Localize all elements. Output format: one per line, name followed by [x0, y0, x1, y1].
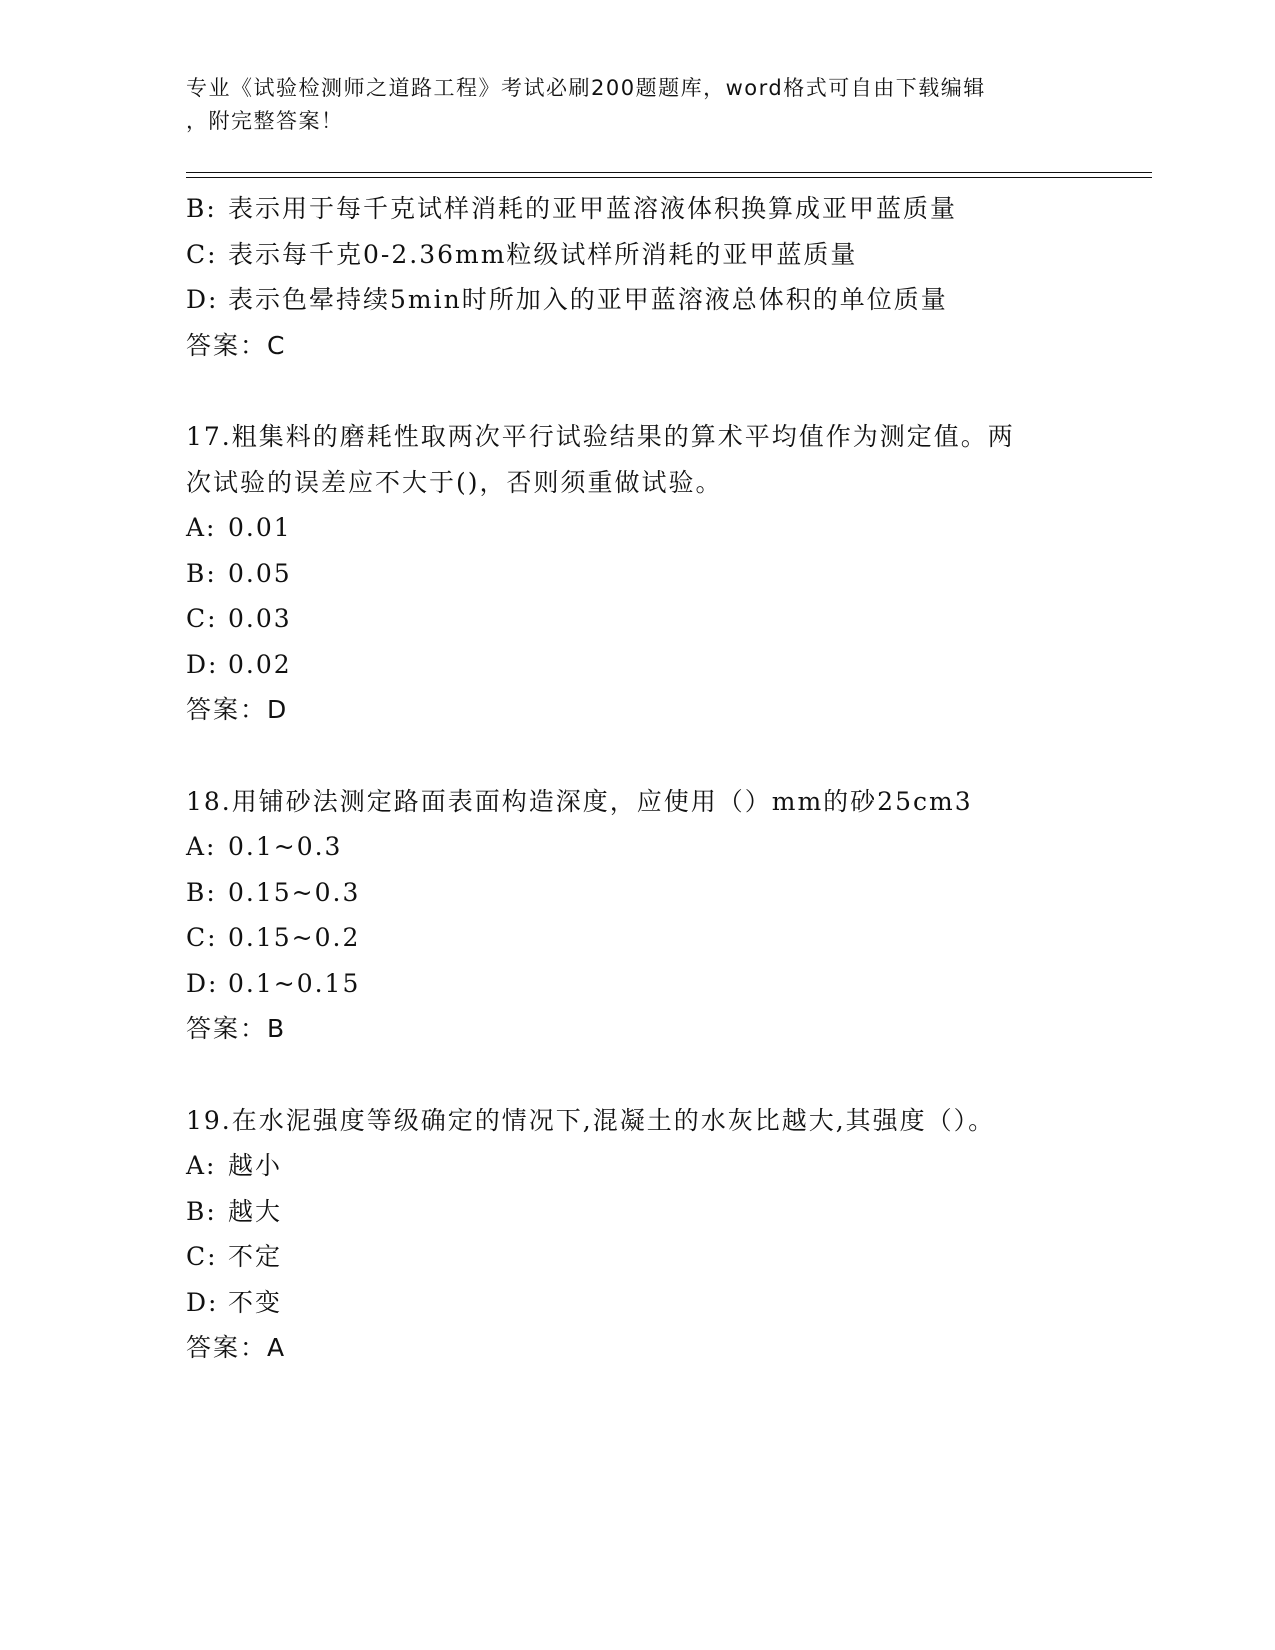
option-text: 0.15~0.2	[228, 923, 361, 952]
option-text: 越小	[228, 1151, 283, 1180]
option-text: 0.05	[228, 558, 292, 588]
option-b	[186, 186, 1106, 232]
question-stem-line-1: 19.在水泥强度等级确定的情况下,混凝土的水灰比越大,其强度（）。	[186, 1105, 996, 1135]
question-16-continued	[186, 186, 1106, 368]
option-a	[186, 824, 1106, 870]
question-stem-line-1: 18.用铺砂法测定路面表面构造深度，应使用（）mm的砂25cm3	[186, 786, 973, 816]
question-list	[186, 186, 1106, 1371]
header-line-2: ，附完整答案！	[186, 109, 344, 133]
option-key: C:	[186, 604, 218, 633]
option-key: B:	[186, 194, 217, 223]
question-stem-line-2: 次试验的误差应不大于()，否则须重做试验。	[186, 467, 723, 497]
option-c	[186, 596, 1106, 642]
spacer	[186, 1052, 1106, 1098]
document-header	[186, 72, 1066, 138]
option-key: D:	[186, 649, 219, 679]
option-b	[186, 870, 1106, 916]
option-text: 0.01	[228, 513, 292, 542]
option-text: 不变	[228, 1287, 283, 1317]
option-text: 表示色晕持续5min时所加入的亚甲蓝溶液总体积的单位质量	[228, 285, 948, 314]
spacer	[186, 368, 1106, 414]
option-text: 表示每千克0-2.36mm粒级试样所消耗的亚甲蓝质量	[228, 239, 858, 269]
option-d	[186, 961, 1106, 1007]
option-b	[186, 551, 1106, 597]
question-19	[186, 1098, 1106, 1371]
option-c	[186, 915, 1106, 961]
option-key: B:	[186, 1196, 217, 1226]
option-key: B:	[186, 877, 217, 907]
option-a	[186, 505, 1106, 551]
header-divider-bottom	[186, 177, 1152, 178]
option-text: 0.03	[228, 604, 292, 633]
header-divider-top	[186, 172, 1152, 173]
answer-line: 答案：A	[186, 1333, 287, 1362]
option-key: A:	[186, 832, 217, 861]
option-key: D:	[186, 285, 219, 314]
option-key: D:	[186, 1287, 219, 1317]
option-d	[186, 1280, 1106, 1326]
question-18	[186, 779, 1106, 1052]
option-key: C:	[186, 239, 218, 269]
answer-line: 答案：B	[186, 1014, 287, 1043]
option-key: D:	[186, 968, 219, 998]
option-key: C:	[186, 923, 218, 952]
option-text: 0.15~0.3	[228, 877, 361, 907]
question-stem-line-1: 17.粗集料的磨耗性取两次平行试验结果的算术平均值作为测定值。两	[186, 422, 1015, 451]
option-key: A:	[186, 513, 217, 542]
answer-line: 答案：C	[186, 330, 287, 360]
answer-line: 答案：D	[186, 695, 289, 724]
header-line-1: 专业《试验检测师之道路工程》考试必刷200题题库，word格式可自由下载编辑	[186, 76, 986, 100]
option-text: 越大	[228, 1196, 283, 1226]
option-c	[186, 1234, 1106, 1280]
option-text: 0.1~0.3	[228, 832, 343, 861]
option-text: 0.1~0.15	[228, 968, 361, 998]
question-17	[186, 414, 1106, 733]
option-a	[186, 1143, 1106, 1189]
option-key: C:	[186, 1242, 218, 1271]
option-text: 0.02	[228, 649, 292, 679]
option-text: 不定	[228, 1242, 283, 1271]
option-d	[186, 277, 1106, 323]
option-d	[186, 642, 1106, 688]
spacer	[186, 733, 1106, 779]
option-key: B:	[186, 558, 217, 588]
option-b	[186, 1189, 1106, 1235]
option-text: 表示用于每千克试样消耗的亚甲蓝溶液体积换算成亚甲蓝质量	[228, 194, 958, 223]
option-key: A:	[186, 1151, 217, 1180]
option-c	[186, 232, 1106, 278]
